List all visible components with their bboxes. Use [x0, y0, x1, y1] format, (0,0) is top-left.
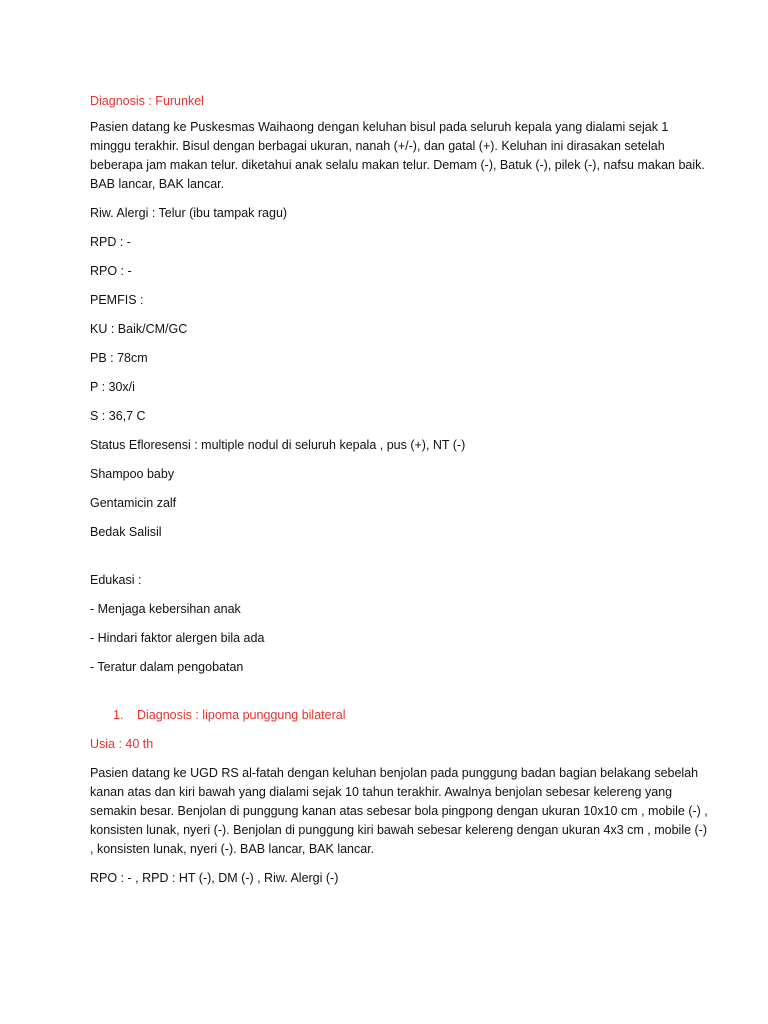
therapy-gentamicin-line: Gentamicin zalf [90, 496, 177, 510]
edukasi-item: - Hindari faktor alergen bila ada [90, 631, 265, 645]
diagnosis-heading-furunkel: Diagnosis : Furunkel [90, 94, 204, 108]
anamnesis-paragraph-furunkel: Pasien datang ke Puskesmas Waihaong dengan keluhan bisul pada seluruh kepala yang dialami sejak 1 minggu terakhir. Bisul dengan berbagai ukuran, nanah (+/-), dan gatal (+). Keluhan ini dirasakan setelah beberapa jam makan telur. diketahui anak selalu makan telur. Demam (-), Batuk (-), pilek (-), nafsu makan baik. BAB lancar, BAK lancar. [90, 120, 705, 191]
therapy-shampoo-line: Shampoo baby [90, 467, 175, 481]
pulse-line: P : 30x/i [90, 380, 135, 394]
pemfis-line: PEMFIS : [90, 293, 144, 307]
anamnesis-paragraph-lipoma: Pasien datang ke UGD RS al-fatah dengan keluhan benjolan pada punggung badan bagian belakang sebelah kanan atas dan kiri bawah yang dialami sejak 10 tahun terakhir. Awalnya benjolan sebesar kelereng yang semakin besar. Benjolan di punggung kanan atas sebesar bola pingpong dengan ukuran 10x10 cm , mobile (-) , konsisten lunak, nyeri (-). Benjolan di punggung kiri bawah sebesar kelereng dengan ukuran 4x3 cm , mobile (-) , konsisten lunak, nyeri (-). BAB lancar, BAK lancar. [90, 766, 708, 856]
efflorescence-status-line: Status Efloresensi : multiple nodul di seluruh kepala , pus (+), NT (-) [90, 438, 466, 452]
diagnosis-heading-lipoma [90, 706, 710, 725]
document-page [90, 92, 710, 898]
edukasi-item: - Menjaga kebersihan anak [90, 602, 241, 616]
pb-line: PB : 78cm [90, 351, 148, 365]
rpo-line: RPO : - [90, 264, 132, 278]
diagnosis-heading-lipoma-text: Diagnosis : lipoma punggung bilateral [137, 708, 346, 722]
therapy-bedak-line: Bedak Salisil [90, 525, 162, 539]
allergy-history-line: Riw. Alergi : Telur (ibu tampak ragu) [90, 206, 288, 220]
edukasi-title: Edukasi : [90, 573, 142, 587]
edukasi-item: - Teratur dalam pengobatan [90, 660, 244, 674]
blank-line [90, 552, 710, 571]
rpd-line: RPD : - [90, 235, 131, 249]
list-number: 1. [113, 708, 124, 722]
age-line: Usia : 40 th [90, 737, 154, 751]
ku-line: KU : Baik/CM/GC [90, 322, 188, 336]
temperature-line: S : 36,7 C [90, 409, 146, 423]
history-line-lipoma: RPO : - , RPD : HT (-), DM (-) , Riw. Alergi (-) [90, 871, 339, 885]
blank-line [90, 687, 710, 706]
